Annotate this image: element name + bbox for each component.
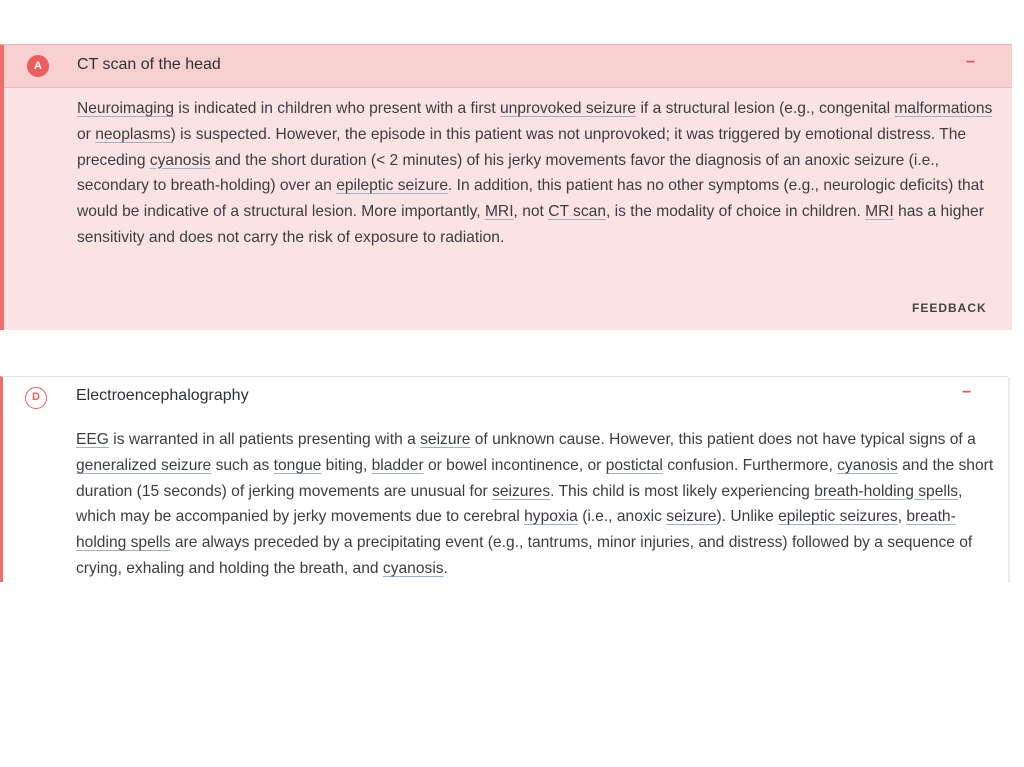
feedback-button[interactable]: FEEDBACK: [912, 301, 987, 315]
text-span: ) is suspected. However, the episode in this patient was not unprovoked; it was triggered by emotional distress. The preceding: [77, 125, 967, 169]
text-span: of unknown cause. However, this patient does not have typical signs of a: [470, 431, 976, 448]
text-span: . This child is most likely experiencing: [550, 482, 815, 500]
text-span: is warranted in all patients presenting with a: [108, 431, 421, 448]
text-span: . In addition, this patient has no other symptoms (e.g., neurologic deficits) that would be indicative of a structural lesion. More importantly,: [77, 177, 984, 221]
option-badge-a: A: [27, 55, 49, 77]
glossary-link[interactable]: tongue: [273, 456, 322, 474]
glossary-link[interactable]: Neuroimaging: [77, 100, 175, 117]
answer-option-d-title: Electroencephalography: [76, 387, 249, 404]
glossary-link[interactable]: cyanosis: [149, 151, 211, 169]
text-span: , is the modality of choice in children.: [606, 203, 866, 221]
text-span: or: [77, 125, 96, 143]
explanation-text-a: [77, 96, 995, 251]
text-span: ). Unlike: [716, 508, 779, 526]
text-span: , which may be accompanied by jerky movements due to cerebral: [76, 482, 963, 526]
text-span: biting,: [321, 456, 372, 474]
glossary-link[interactable]: malformations: [894, 100, 993, 117]
glossary-link[interactable]: epileptic seizure: [336, 177, 449, 195]
text-span: , not: [513, 203, 549, 221]
glossary-link[interactable]: MRI: [865, 203, 894, 221]
answer-option-a-header[interactable]: [4, 45, 1012, 88]
glossary-link[interactable]: CT scan: [548, 203, 606, 221]
text-span: if a structural lesion (e.g., congenital: [636, 100, 895, 117]
glossary-link[interactable]: cyanosis: [382, 559, 444, 577]
text-span: confusion. Furthermore,: [662, 456, 838, 474]
text-span: and the short duration (< 2 minutes) of his jerky movements favor the diagnosis of an anoxic seizure (i.e., secondary to breath-holding) over an: [77, 151, 940, 195]
text-span: is indicated in children who present with a first: [174, 100, 500, 117]
answer-option-a[interactable]: [0, 45, 1012, 330]
glossary-link[interactable]: breath-holding spells: [76, 508, 956, 552]
glossary-link[interactable]: seizure: [420, 431, 471, 448]
glossary-link[interactable]: EEG: [76, 431, 109, 448]
collapse-icon[interactable]: −: [962, 384, 972, 401]
text-span: (i.e., anoxic: [577, 508, 667, 526]
explanation-text-d: [76, 427, 994, 582]
glossary-link[interactable]: breath-holding spells: [814, 482, 959, 500]
glossary-link[interactable]: cyanosis: [837, 456, 898, 474]
text-span: and the short duration (15 seconds) of jerking movements are unusual for: [76, 456, 994, 500]
text-span: or bowel incontinence, or: [423, 456, 606, 474]
collapse-icon[interactable]: −: [966, 54, 976, 71]
glossary-link[interactable]: seizure: [666, 508, 717, 526]
divider: [1008, 377, 1010, 583]
glossary-link[interactable]: neoplasms: [95, 125, 171, 143]
text-span: .: [443, 559, 448, 577]
glossary-link[interactable]: postictal: [605, 456, 663, 474]
text-span: has a higher sensitivity and does not carry the risk of exposure to radiation.: [77, 203, 984, 246]
glossary-link[interactable]: seizures: [492, 482, 551, 500]
glossary-link[interactable]: unprovoked seizure: [500, 100, 637, 117]
glossary-link[interactable]: epileptic seizures: [778, 508, 898, 526]
glossary-link[interactable]: MRI: [484, 203, 514, 221]
text-span: such as: [211, 456, 274, 474]
answer-option-a-title: CT scan of the head: [77, 56, 221, 73]
text-span: are always preceded by a precipitating event (e.g., tantrums, minor injuries, and distress) followed by a sequence of crying, exhaling and holding the breath, and: [76, 534, 973, 577]
option-badge-d: D: [25, 387, 47, 409]
answer-option-d[interactable]: [0, 376, 1008, 582]
glossary-link[interactable]: hypoxia: [524, 508, 578, 526]
glossary-link[interactable]: generalized seizure: [76, 456, 212, 474]
glossary-link[interactable]: bladder: [371, 456, 424, 474]
text-span: ,: [897, 508, 907, 526]
